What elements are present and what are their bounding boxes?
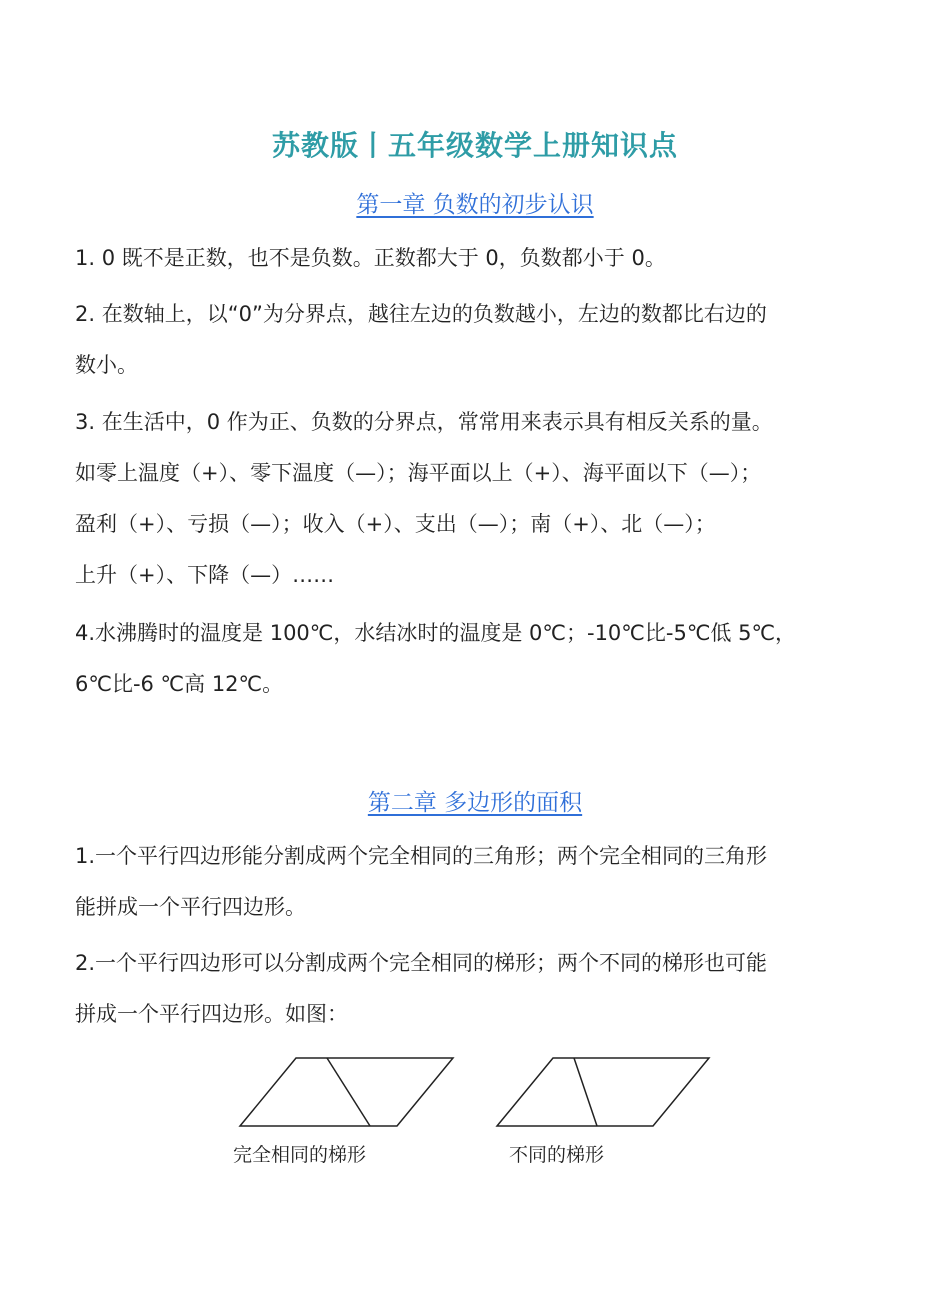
text-line: 拼成一个平行四边形。如图： — [75, 1002, 348, 1026]
chapter-2-heading — [0, 784, 950, 817]
text-line: 4.水沸腾时的温度是 100℃，水结冰时的温度是 0℃；-10℃比-5℃低 5℃， — [75, 621, 797, 645]
parallelogram-right — [497, 1058, 709, 1126]
text-line: 能拼成一个平行四边形。 — [75, 895, 306, 919]
parallelogram-diagrams — [225, 1050, 725, 1130]
trapezoid-figure — [225, 1050, 725, 1180]
text-line: 3. 在生活中，0 作为正、负数的分界点，常常用来表示具有相反关系的量。 — [75, 410, 773, 434]
cut-line-right — [574, 1058, 597, 1126]
text-line: 2. 在数轴上，以“0”为分界点，越往左边的负数越小，左边的数都比右边的 — [75, 302, 767, 326]
chapter-1-item-4 — [75, 608, 875, 710]
page-title: 苏教版丨五年级数学上册知识点 — [271, 129, 678, 162]
text-line: 数小。 — [75, 353, 138, 377]
caption-identical-trapezoids: 完全相同的梯形 — [233, 1144, 367, 1166]
chapter-1-item-1 — [75, 233, 875, 284]
chapter-1-item-2 — [75, 289, 875, 391]
text-line: 上升（+）、下降（—）…… — [75, 563, 335, 587]
parallelogram-different-trapezoids — [497, 1058, 709, 1126]
chapter-2-item-2 — [75, 938, 875, 1040]
parallelogram-identical-trapezoids — [240, 1058, 453, 1126]
text-line: 6℃比-6 ℃高 12℃。 — [75, 672, 284, 696]
caption-different-trapezoids: 不同的梯形 — [509, 1144, 605, 1166]
parallelogram-left — [240, 1058, 453, 1126]
text-line: 2.一个平行四边形可以分割成两个完全相同的梯形；两个不同的梯形也可能 — [75, 951, 768, 975]
chapter-1-heading — [0, 186, 950, 219]
text-line: 盈利（+）、亏损（—）；收入（+）、支出（—）；南（+）、北（—）； — [75, 512, 716, 536]
text-line: 1.一个平行四边形能分割成两个完全相同的三角形；两个完全相同的三角形 — [75, 844, 768, 868]
cut-line-left — [327, 1058, 370, 1126]
chapter-1-heading-text: 第一章 负数的初步认识 — [356, 192, 594, 218]
text-line: 如零上温度（+）、零下温度（—）；海平面以上（+）、海平面以下（—）； — [75, 461, 762, 485]
chapter-2-heading-text: 第二章 多边形的面积 — [367, 790, 583, 816]
text-line: 1. 0 既不是正数，也不是负数。正数都大于 0，负数都小于 0。 — [75, 246, 666, 270]
chapter-1-item-3 — [75, 397, 875, 601]
chapter-2-item-1 — [75, 831, 875, 933]
